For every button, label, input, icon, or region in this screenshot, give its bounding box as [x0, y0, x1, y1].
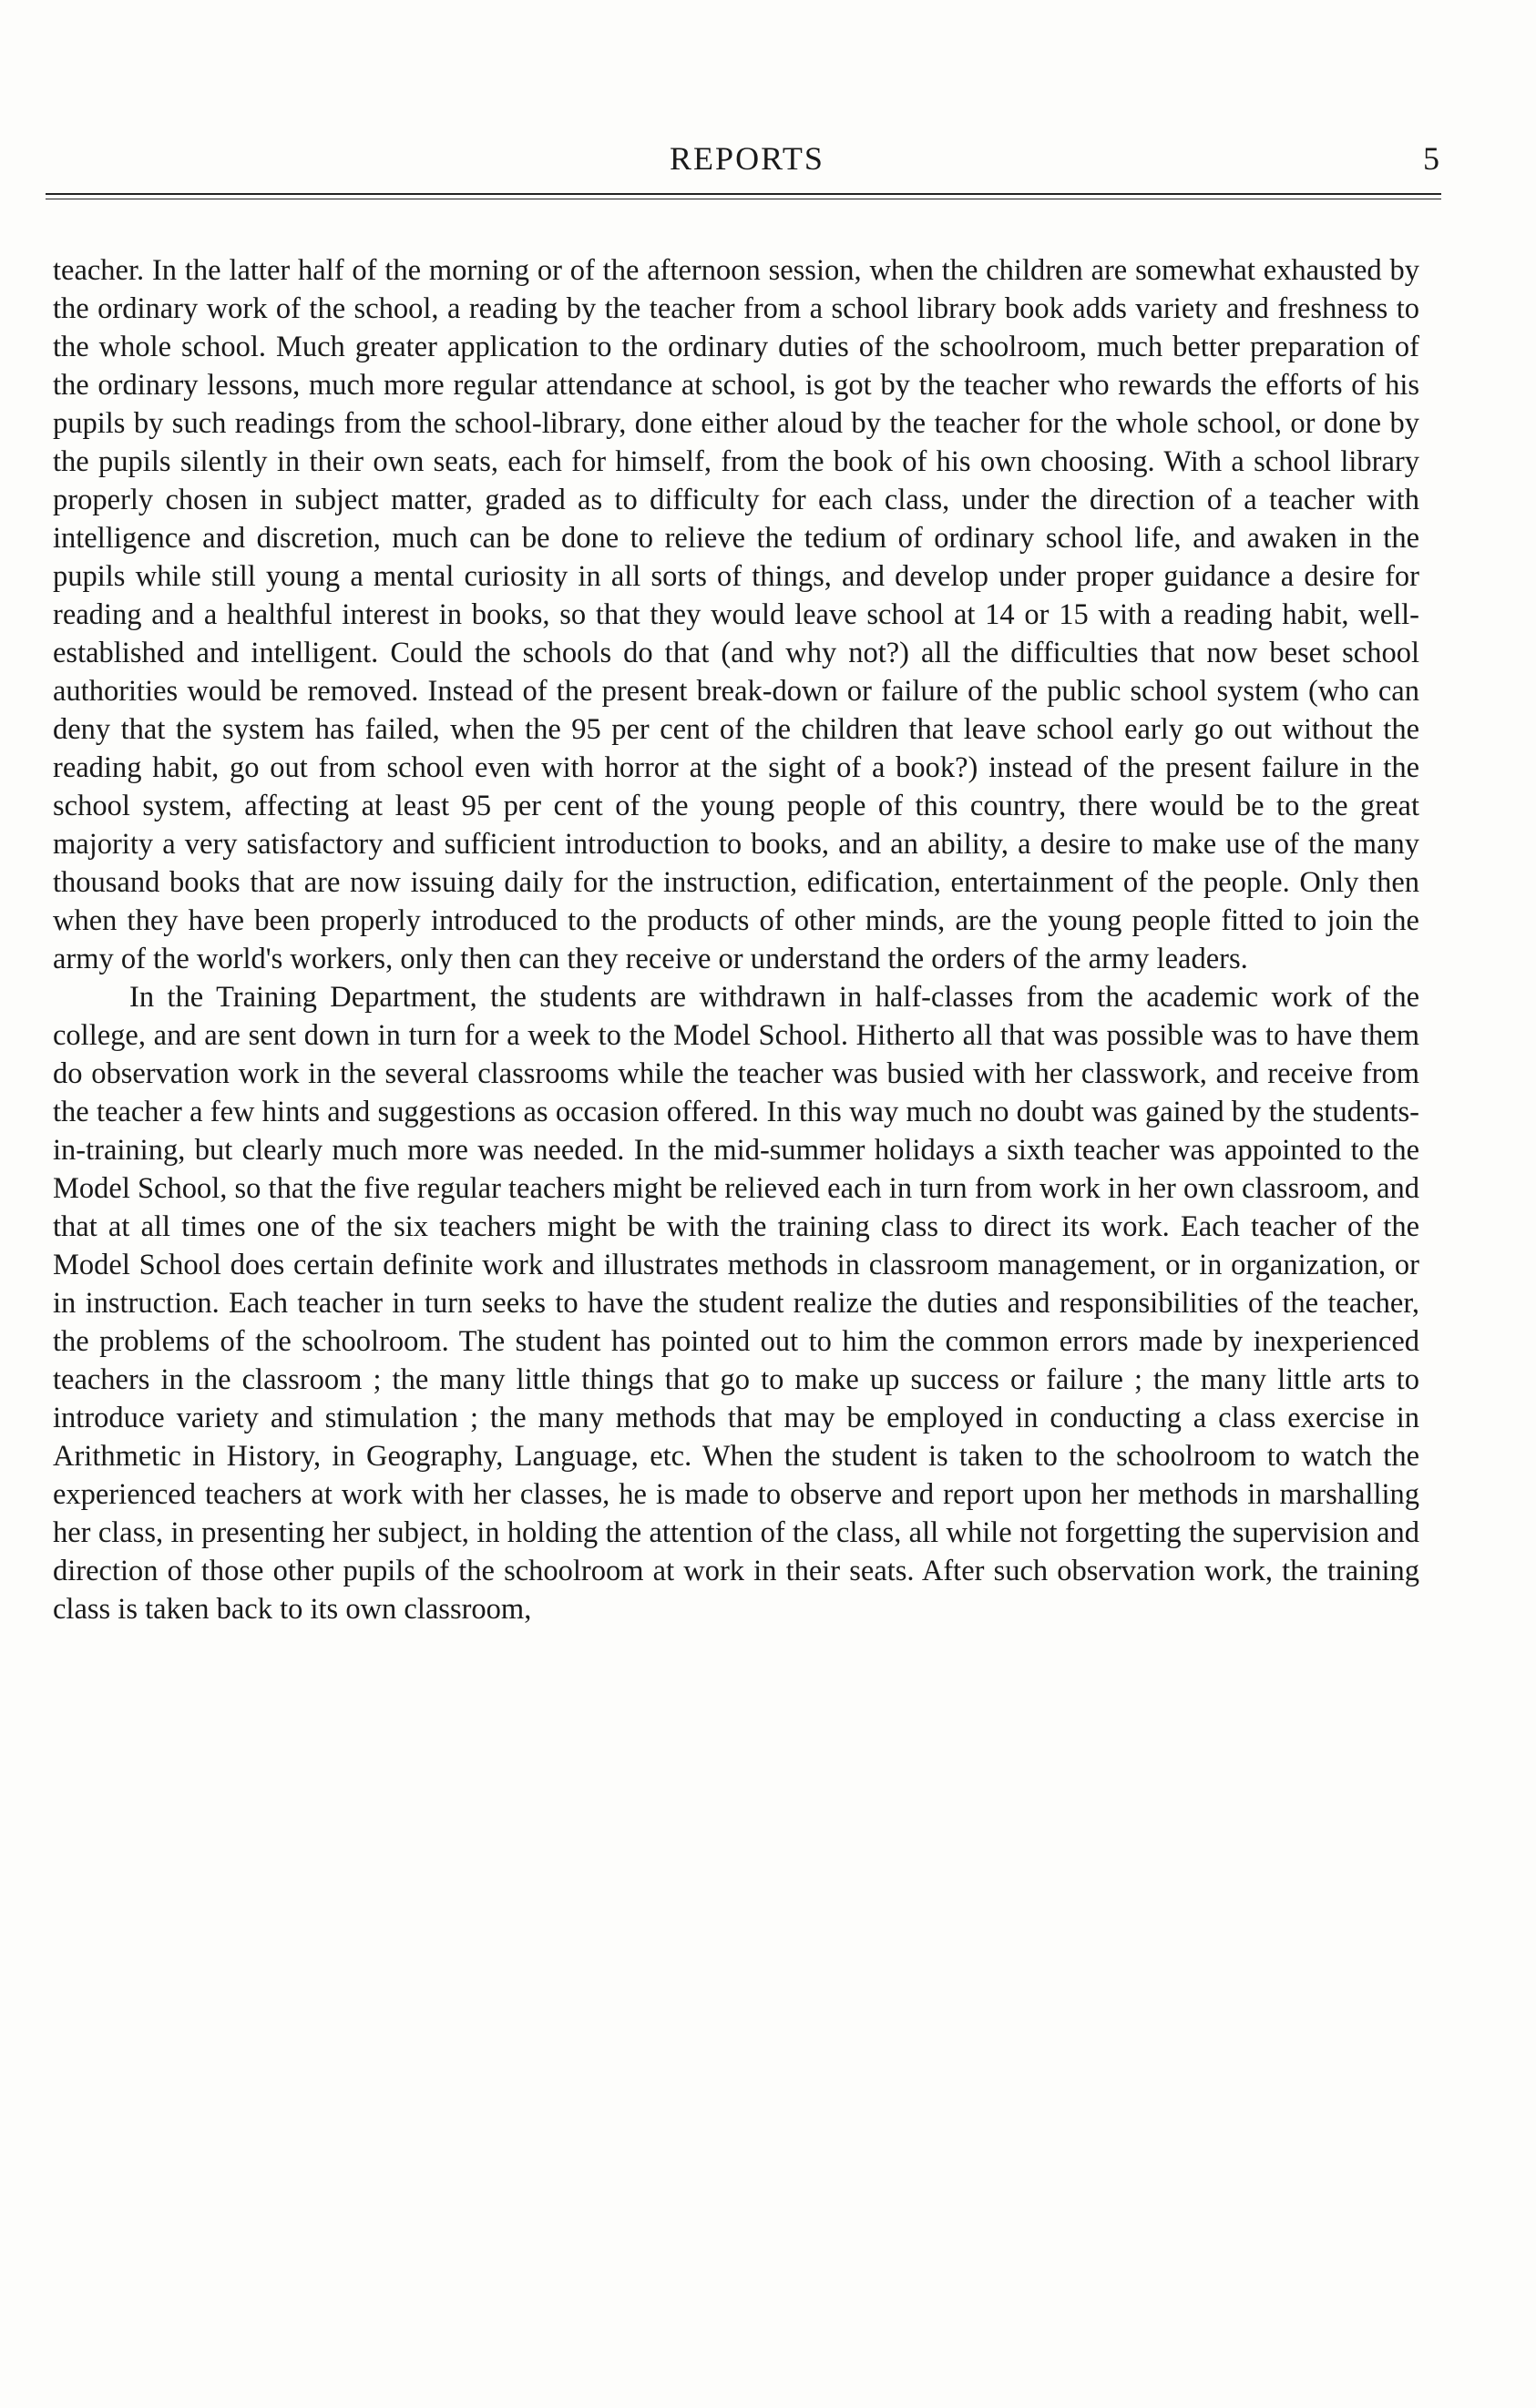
header-rule-top [46, 193, 1441, 195]
page-number: 5 [1423, 140, 1439, 177]
page-header [55, 135, 1439, 186]
body-text [53, 251, 1419, 1628]
paragraph-training-department: In the Training Department, the students are withdrawn in half-classes from the academic work of the college, and are sent down in turn for a week to the Model School. Hitherto all that was possible was to have them do observation work in the several classrooms while the teacher was busied with her classwork, and receive from the teacher a few hints and suggestions as occasion offered. In this way much no doubt was gained by the students-in-training, but clearly much more was needed. In the mid-summer holidays a sixth teacher was appointed to the Model School, so that the five regular teachers might be relieved each in turn from work in her own classroom, and that at all times one of the six teachers might be with the training class to direct its work. Each teacher of the Model School does certain definite work and illustrates methods in classroom management, or in organization, or in instruction. Each teacher in turn seeks to have the student realize the duties and responsibilities of the teacher, the problems of the schoolroom. The student has pointed out to him the common errors made by inexperienced teachers in the classroom ; the many little things that go to make up success or failure ; the many little arts to introduce variety and stimulation ; the many methods that may be employed in conducting a class exercise in Arithmetic in History, in Geography, Language, etc. When the student is taken to the schoolroom to watch the experienced teachers at work with her classes, he is made to observe and report upon her methods in marshalling her class, in presenting her subject, in holding the attention of the class, all while not forgetting the supervision and direction of those other pupils of the schoolroom at work in their seats. After such observation work, the training class is taken back to its own classroom, [53, 981, 1419, 1626]
paragraph-continued: teacher. In the latter half of the morning or of the afternoon session, when the children are somewhat exhausted by the ordinary work of the school, a reading by the teacher from a school library book adds variety and freshness to the whole school. Much greater application to the ordinary duties of the schoolroom, much better preparation of the ordinary lessons, much more regular attendance at school, is got by the teacher who rewards the efforts of his pupils by such readings from the school-library, done either aloud by the teacher for the whole school, or done by the pupils silently in their own seats, each for himself, from the book of his own choosing. With a school library properly chosen in subject matter, graded as to difficulty for each class, under the direction of a teacher with intelligence and discretion, much can be done to relieve the tedium of ordinary school life, and awaken in the pupils while still young a mental curiosity in all sorts of things, and develop under proper guidance a desire for reading and a healthful interest in books, so that they would leave school at 14 or 15 with a reading habit, well-established and intelligent. Could the schools do that (and why not?) all the difficulties that now beset school authorities would be removed. Instead of the present break-down or failure of the public school system (who can deny that the system has failed, when the 95 per cent of the children that leave school early go out without the reading habit, go out from school even with horror at the sight of a book?) instead of the present failure in the school system, affecting at least 95 per cent of the young people of this country, there would be to the great majority a very satisfactory and sufficient introduction to books, and an ability, a desire to make use of the many thousand books that are now issuing daily for the instruction, edification, entertainment of the people. Only then when they have been properly introduced to the products of other minds, are the young people fitted to join the army of the world's workers, only then can they receive or understand the orders of the army leaders. [53, 254, 1419, 975]
running-title: REPORTS [670, 140, 824, 177]
